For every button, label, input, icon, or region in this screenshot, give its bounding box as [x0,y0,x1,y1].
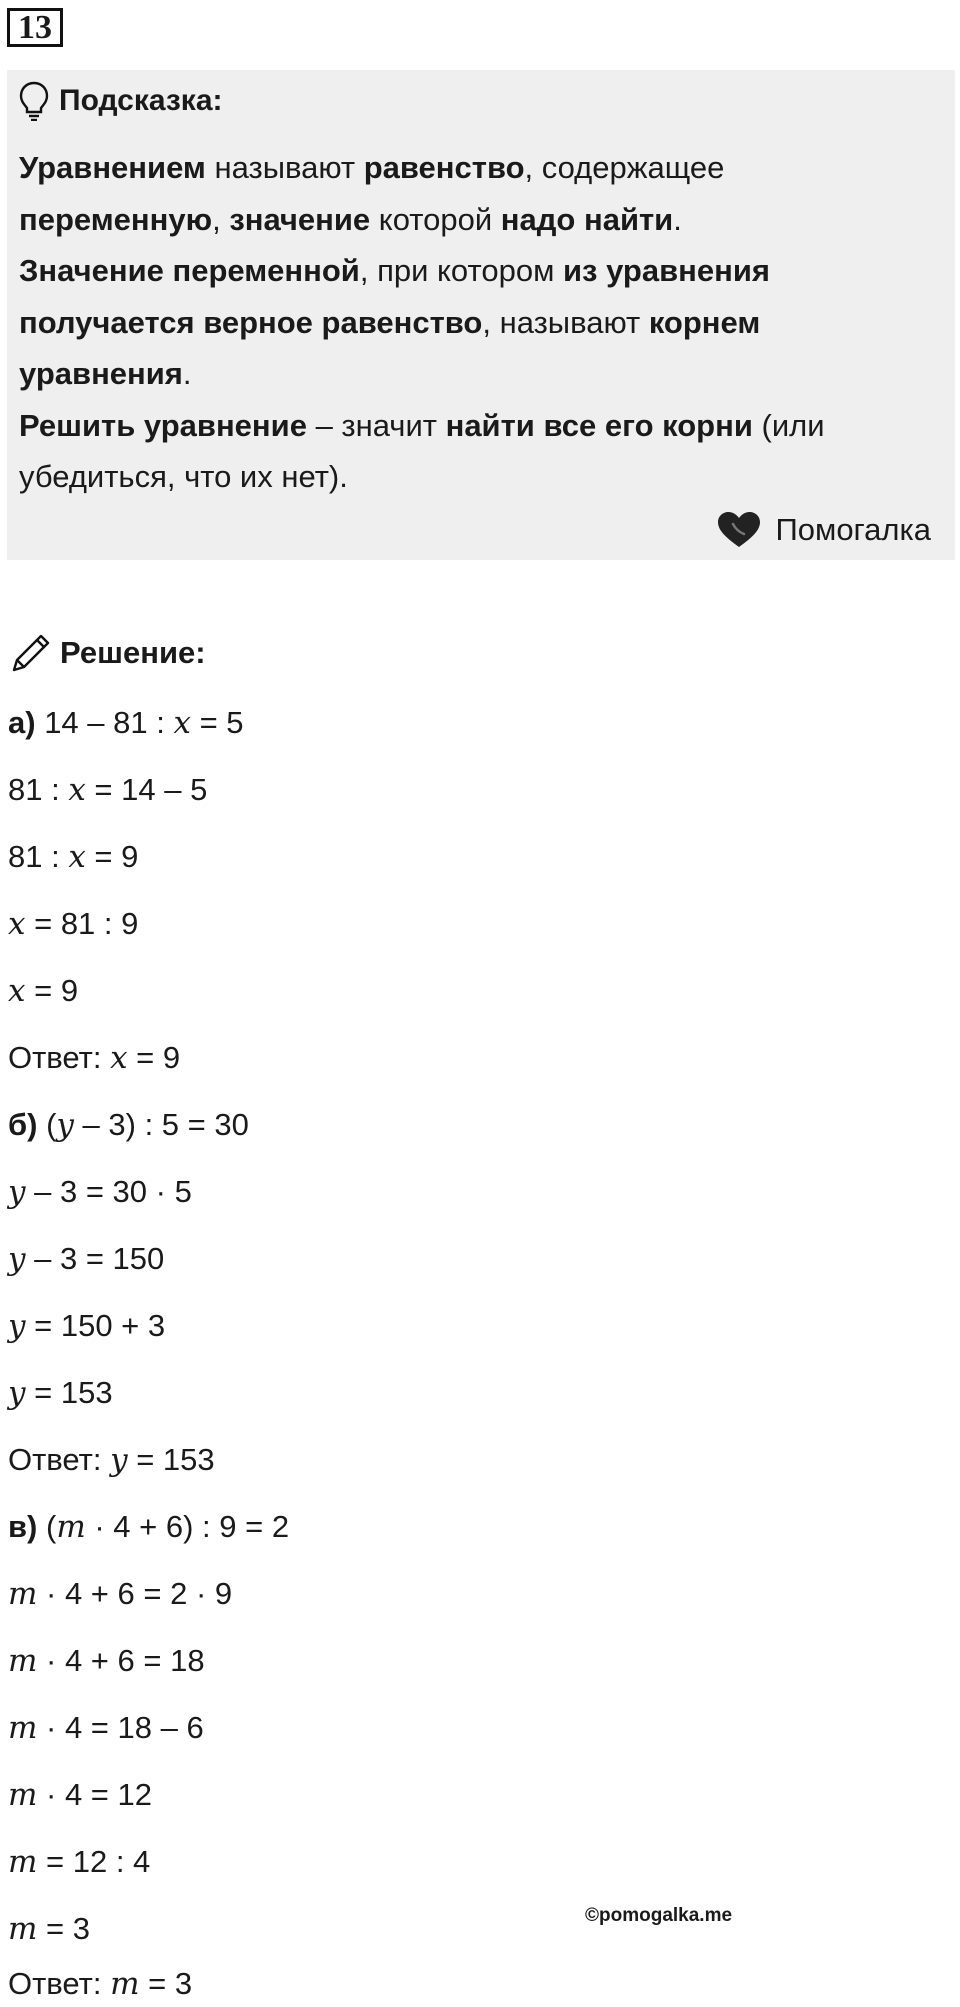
expr: = 3 [139,1966,193,2001]
variable: x [68,772,86,808]
expr: · 4 + 6) : 9 = 2 [85,1509,290,1544]
hint-text: , содержащее [524,150,725,185]
equation-line [8,1641,205,1681]
hint-term: Решить уравнение [19,407,307,443]
answer-label: Ответ: [8,1040,111,1075]
hint-text: , [212,201,230,237]
part-label: в) [8,1509,38,1544]
variable: m [8,1710,38,1746]
hint-term: равенство [363,150,525,185]
variable: x [110,1040,128,1076]
expr: = 150 + 3 [25,1308,166,1343]
equation-line [8,1775,152,1815]
task-number: 13 [7,8,63,47]
hint-text: которой [370,201,501,237]
hint-term: получается верное равенство [19,304,483,340]
variable: m [8,1911,38,1947]
variable: y [8,1241,26,1277]
hint-term: корнем [648,304,761,340]
expr: = 3 [37,1911,90,1946]
part-label: б) [8,1107,38,1142]
equation-line [8,1842,150,1882]
hint-term: уравнения [19,356,183,391]
equation-line [8,703,244,743]
hint-term: значение [229,201,371,237]
variable: y [110,1442,128,1478]
variable: x [8,906,26,942]
hint-text: – значит [306,407,446,443]
equation-line [8,1172,192,1212]
hint-term: найти все его корни [445,407,753,443]
hint-text: . [673,201,682,237]
solution-title: Решение: [60,635,206,670]
expr: · 4 + 6 = 2 · 9 [37,1576,233,1611]
expr: = 14 – 5 [85,772,208,807]
equation-line [8,1708,204,1748]
expr: – 3 = 30 · 5 [25,1174,192,1209]
brand-name: Помогалка [775,512,931,547]
expr: 81 : [8,772,69,807]
expr: – 3) : 5 = 30 [73,1107,249,1142]
hint-text: , при котором [359,253,563,288]
hint-text: (или [752,407,825,443]
equation-line [8,1909,90,1949]
expr: = 153 [127,1442,215,1477]
equation-line [8,971,78,1011]
part-label: а) [8,705,36,740]
hint-title: Подсказка: [59,84,223,117]
variable: y [56,1107,74,1143]
equation-line [8,837,138,877]
copyright-text: ©pomogalka.me [585,1905,733,1926]
hint-text: . [182,356,192,391]
variable: m [8,1643,38,1679]
equation-line [8,904,138,944]
variable: m [8,1777,38,1813]
expr: 81 : [8,839,69,874]
expr: = 5 [190,705,244,740]
expr: · 4 + 6 = 18 [37,1643,205,1678]
expr: = 12 : 4 [37,1844,151,1879]
expr: · 4 = 18 – 6 [37,1710,204,1745]
answer-line [8,1038,180,1078]
hint-term: надо найти [500,201,674,237]
expr: = 9 [127,1040,181,1075]
expr: = 9 [25,973,79,1008]
equation-line [8,1239,164,1279]
expr: = 81 : 9 [25,906,139,941]
equation-line [8,1306,165,1346]
variable: m [110,1966,140,2002]
hint-term: Уравнением [19,150,206,185]
hint-text: , называют [482,304,649,340]
variable: y [8,1308,26,1344]
variable: m [8,1844,38,1880]
expr: = 9 [85,839,139,874]
variable: m [8,1576,38,1612]
equation-line [8,770,207,810]
variable: m [56,1509,86,1545]
brand-label [717,508,931,552]
answer-line [8,1440,215,1480]
hint-term: переменную [19,201,213,237]
pencil-icon [8,630,54,676]
hint-paragraph-1 [19,142,939,245]
variable: x [68,839,86,875]
hint-paragraph-3 [19,400,939,503]
hint-text: убедиться, что их нет). [19,459,348,494]
hint-body [19,142,939,503]
variable: x [173,705,191,741]
expr: = 153 [25,1375,113,1410]
variable: x [8,973,26,1009]
expr: ( [37,1107,57,1142]
hint-term: из уравнения [563,253,770,288]
heart-icon [717,511,761,549]
lightbulb-icon [19,81,49,121]
hint-term: Значение переменной [19,253,360,288]
equation-line [8,1373,113,1413]
hint-text: называют [205,150,364,185]
expr: ( [37,1509,57,1544]
equation-line [8,1507,289,1547]
expr: – 3 = 150 [25,1241,165,1276]
answer-line [8,1964,192,2004]
hint-header [19,78,223,124]
variable: y [8,1375,26,1411]
equation-line [8,1574,232,1614]
answer-label: Ответ: [8,1442,111,1477]
expr: 14 – 81 : [35,705,174,740]
equation-line [8,1105,249,1145]
variable: y [8,1174,26,1210]
solution-header [8,628,206,678]
hint-paragraph-2 [19,245,939,400]
hint-panel [7,70,955,560]
answer-label: Ответ: [8,1966,111,2001]
expr: · 4 = 12 [37,1777,153,1812]
